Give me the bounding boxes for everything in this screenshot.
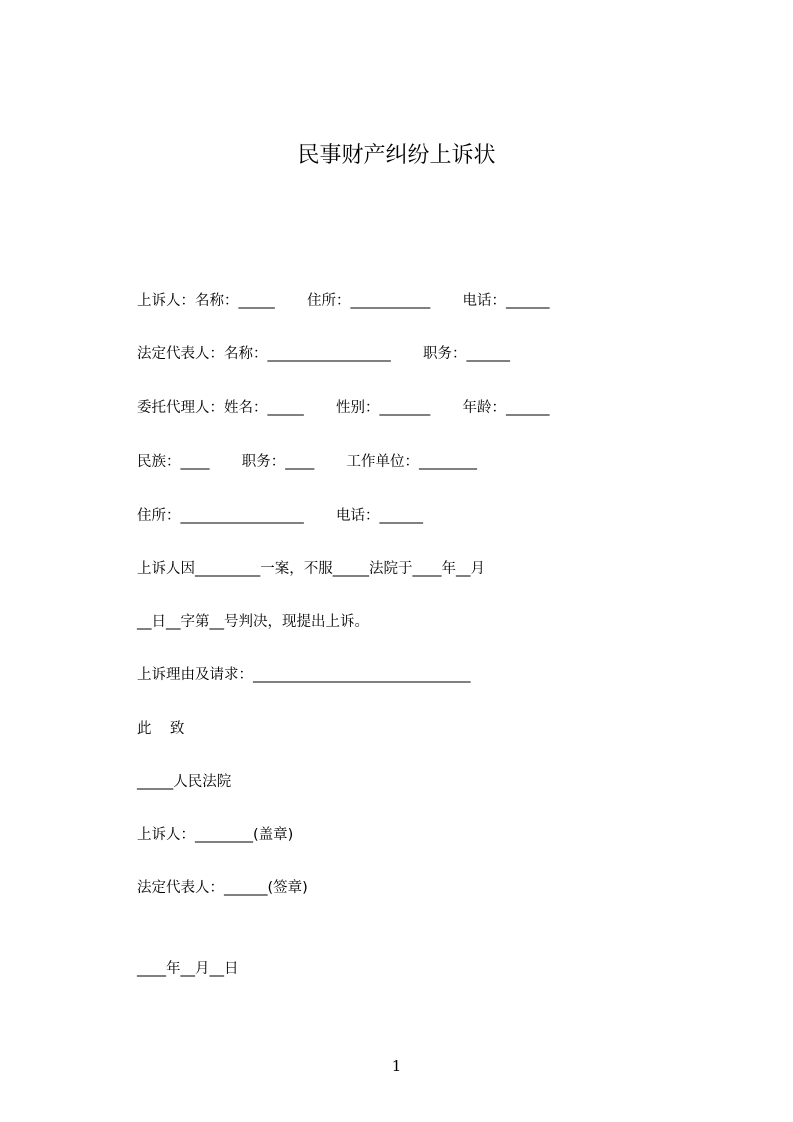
representative-sign-line: 法定代表人：______(签章) bbox=[137, 880, 308, 896]
appeal-cause-line: 上诉人因_________一案，不服_____法院于____年__月 bbox=[137, 561, 485, 577]
agent-line: 委托代理人：姓名：_____ 性别：_______ 年龄：______ bbox=[137, 400, 550, 416]
salutation-line: 此 致 bbox=[137, 721, 185, 737]
page-number: 1 bbox=[391, 1057, 402, 1075]
judgment-line: __日__字第__号判决，现提出上诉。 bbox=[137, 614, 369, 630]
document-title: 民事财产纠纷上诉状 bbox=[297, 143, 496, 168]
appellant-seal-line: 上诉人：________(盖章) bbox=[137, 827, 294, 843]
appellant-line: 上诉人：名称：_____ 住所：___________ 电话：______ bbox=[137, 293, 550, 309]
reasons-line: 上诉理由及请求：______________________________ bbox=[137, 667, 471, 683]
legal-representative-line: 法定代表人：名称：_________________ 职务：______ bbox=[137, 346, 511, 362]
court-line: _____人民法院 bbox=[137, 774, 232, 790]
address-line: 住所：_________________ 电话：______ bbox=[137, 508, 424, 524]
ethnicity-line: 民族：____ 职务：____ 工作单位：________ bbox=[137, 454, 478, 470]
date-line: ____年__月__日 bbox=[137, 961, 239, 977]
